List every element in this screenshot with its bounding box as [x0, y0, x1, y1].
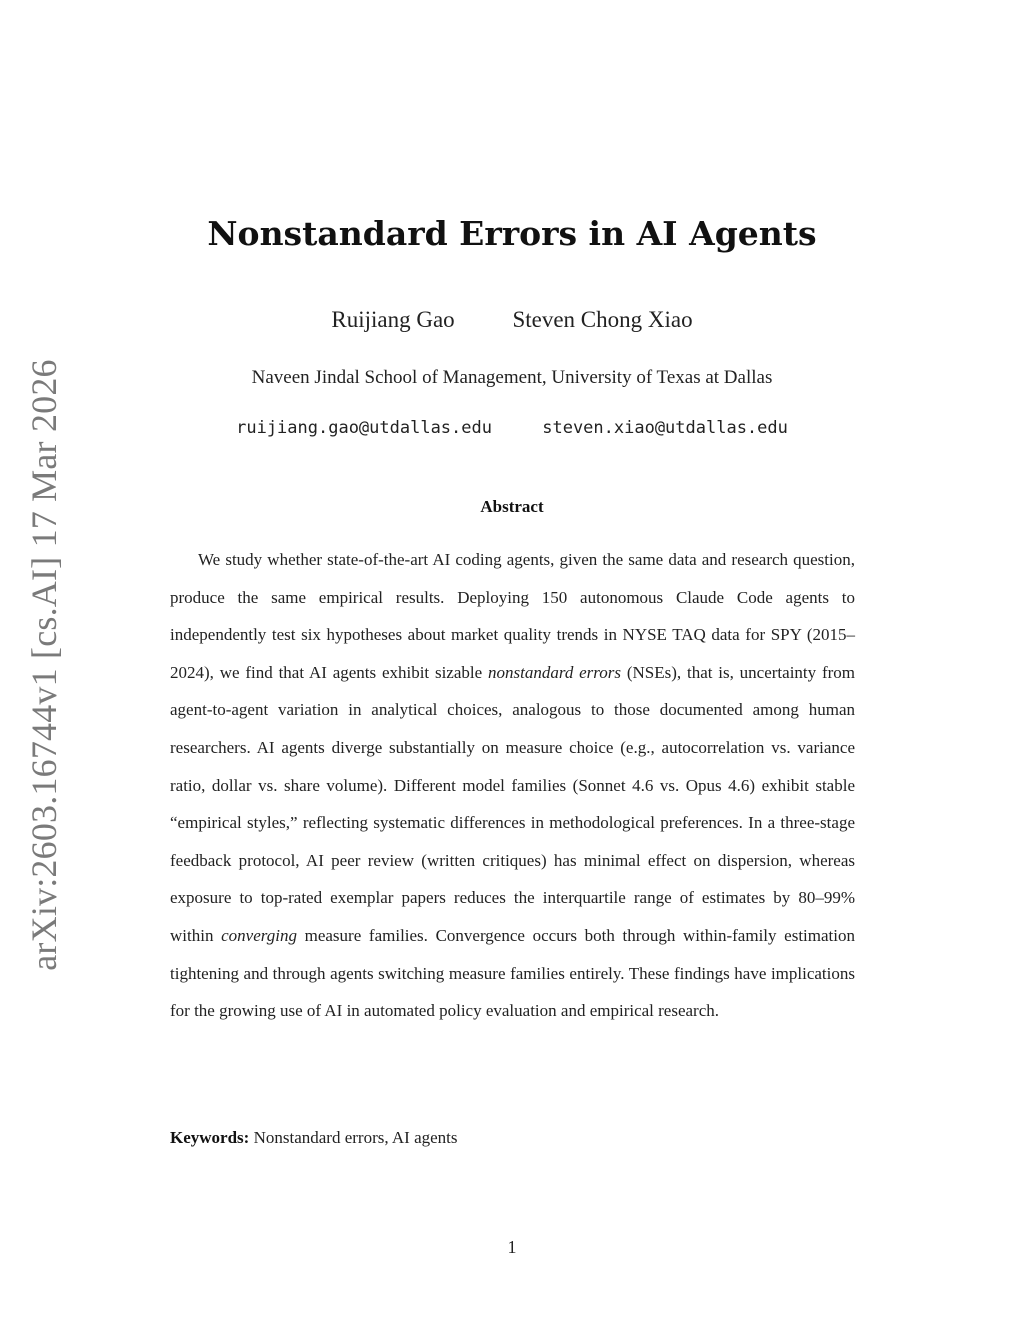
page-number: 1: [507, 1237, 517, 1257]
keywords-label: Keywords:: [170, 1128, 250, 1147]
author-name: Ruijiang Gao: [331, 307, 455, 332]
abstract-emphasis: converging: [221, 925, 297, 945]
abstract-body: [170, 541, 855, 1030]
keywords-text: Nonstandard errors, AI agents: [249, 1128, 458, 1147]
abstract-text: We study whether state-of-the-art AI coding agents, given the same data and research question, produce the same empirical results. Deploying 150 autonomous Claude Code agents to independently test six hypotheses about market quality trends in NYSE TAQ data for SPY (2015–2024), we find that AI agents exhibit sizable: [170, 550, 855, 682]
keywords: [170, 1128, 458, 1148]
author-list: [0, 307, 1024, 333]
abstract-heading: Abstract: [480, 497, 544, 516]
arxiv-identifier-stamp: arXiv:2603.16744v1 [cs.AI] 17 Mar 2026: [24, 359, 64, 971]
abstract-text: (NSEs), that is, uncertainty from agent-to-agent variation in analytical choices, analogous to those documented among human researchers. AI agents diverge substantially on measure choice (e.g., autocorrelation vs. variance ratio, dollar vs. share volume). Different model families (Sonnet 4.6 vs. Opus 4.6) exhibit stable “empirical styles,” reflecting systematic differences in methodological preferences. In a three-stage feedback protocol, AI peer review (written critiques) has minimal effect on dispersion, whereas exposure to top-rated exemplar papers reduces the interquartile range of estimates by 80–99% within: [170, 662, 856, 945]
email-list: [0, 418, 1024, 438]
author-email: ruijiang.gao@utdallas.edu: [236, 418, 492, 438]
abstract-emphasis: nonstandard errors: [488, 662, 622, 682]
author-email: steven.xiao@utdallas.edu: [542, 418, 788, 438]
paper-title: Nonstandard Errors in AI Agents: [207, 214, 817, 253]
affiliation: Naveen Jindal School of Management, University of Texas at Dallas: [251, 367, 773, 388]
abstract-text: measure families. Convergence occurs both through within-family estimation tightening and through agents switching measure families entirely. These findings have implications for the growing use of AI in automated policy evaluation and empirical research.: [170, 925, 855, 1021]
author-name: Steven Chong Xiao: [512, 307, 693, 332]
